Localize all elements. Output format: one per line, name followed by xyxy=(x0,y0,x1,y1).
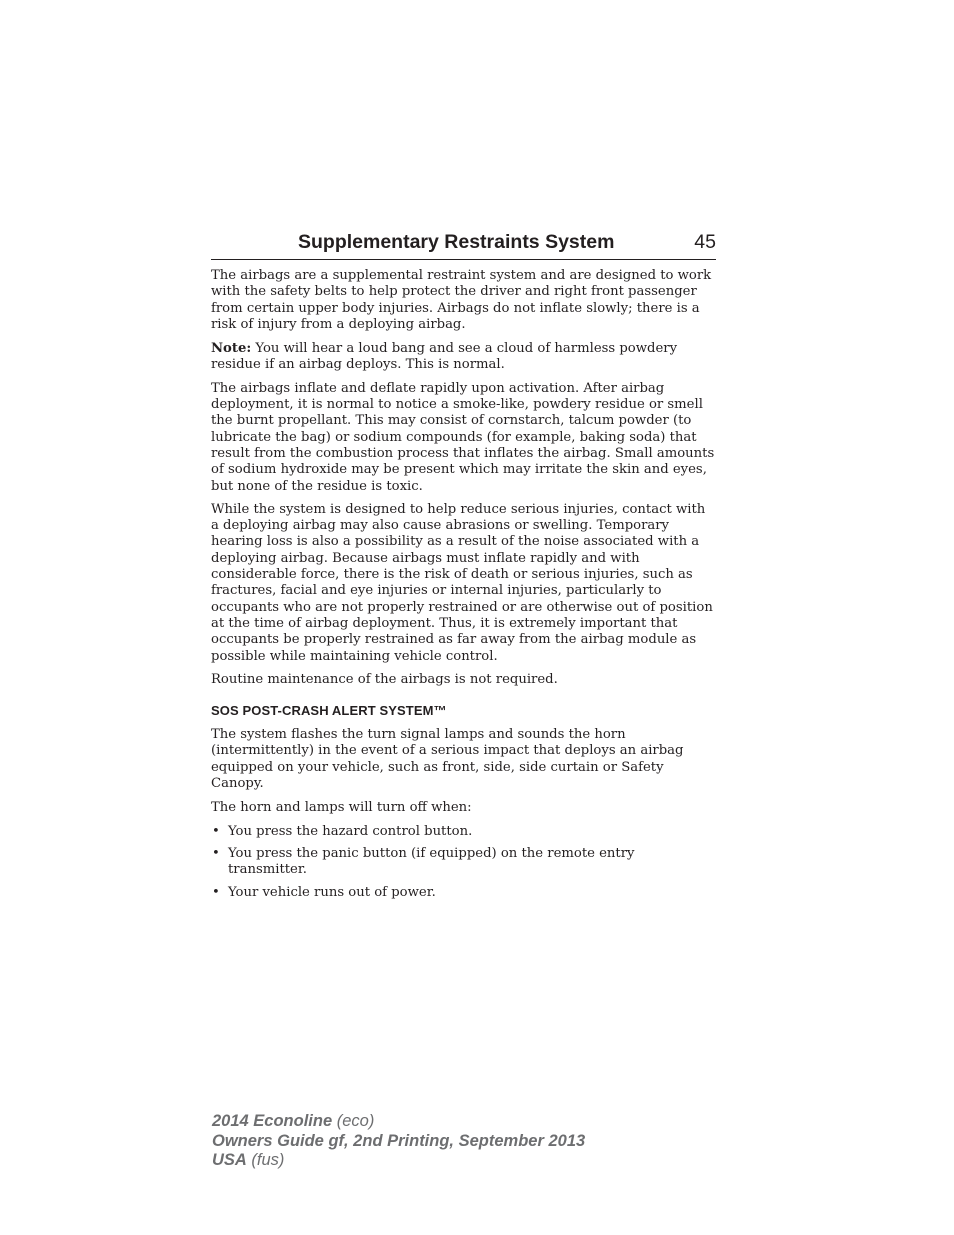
footer-printing-line: Owners Guide gf, 2nd Printing, September 2013 xyxy=(212,1131,586,1150)
page-number: 45 xyxy=(694,231,716,253)
intro-paragraph: The airbags are a supplemental restraint system and are designed to work with the safety belts to help protect the driver and right front passenger from certain upper body injuries. Airbags do not inflate slowly; there is a risk of injury from a deploying airbag. xyxy=(211,268,712,332)
page-footer xyxy=(212,1112,585,1171)
bullet-icon: • xyxy=(212,823,220,839)
note-text: You will hear a loud bang and see a cloud of harmless powdery residue if an airbag deploys. This is normal. xyxy=(211,340,678,372)
turn-off-conditions-list xyxy=(211,824,716,901)
footer-region: USA xyxy=(212,1151,247,1169)
bullet-icon: • xyxy=(212,845,220,861)
turn-off-intro: The horn and lamps will turn off when: xyxy=(211,799,472,815)
list-item: • Your vehicle runs out of power. xyxy=(212,884,436,900)
page-title: Supplementary Restraints System xyxy=(298,231,615,253)
page-content xyxy=(211,268,716,907)
footer-region-code: (fus) xyxy=(246,1151,285,1169)
inflation-paragraph: The airbags inflate and deflate rapidly upon activation. After airbag deployment, it is normal to notice a smoke-like, powdery residue or smell the burnt propellant. This may consist of cornstarch, talcum powder (to lubricate the bag) or sodium compounds (for example, baking soda) that result from the combustion process that inflates the airbag. Small amounts of sodium hydroxide may be present which may irritate the skin and eyes, but none of the residue is toxic. xyxy=(211,380,715,494)
page-header xyxy=(211,229,716,260)
list-item: • You press the hazard control button. xyxy=(212,823,473,839)
sos-description-paragraph: The system flashes the turn signal lamps and sounds the horn (intermittently) in the event of a serious impact that deploys an airbag equipped on your vehicle, such as front, side, side curtain or Safety Canopy. xyxy=(211,727,684,792)
section-heading: SOS POST-CRASH ALERT SYSTEM™ xyxy=(211,703,447,719)
footer-model-line xyxy=(212,1112,585,1132)
injury-warning-paragraph: While the system is designed to help reduce serious injuries, contact with a deploying airbag may also cause abrasions or swelling. Temporary hearing loss is also a possibility as a result of the noise associated with a deploying airbag. Because airbags must inflate rapidly and with considerable force, there is the risk of death or serious injuries, such as fractures, facial and eye injuries or internal injuries, particularly to occupants who are not properly restrained or are otherwise out of position at the time of airbag deployment. Thus, it is extremely important that occupants be properly restrained as far away from the airbag module as possible while maintaining vehicle control. xyxy=(211,501,713,664)
note-label: Note: xyxy=(211,340,252,356)
note-paragraph xyxy=(211,341,716,374)
bullet-icon: • xyxy=(212,884,220,900)
list-item: • You press the panic button (if equipped) on the remote entry transmitter. xyxy=(212,845,635,878)
footer-region-line xyxy=(212,1151,585,1171)
footer-model: 2014 Econoline xyxy=(212,1112,333,1130)
maintenance-paragraph: Routine maintenance of the airbags is not required. xyxy=(211,671,558,687)
footer-model-code: (eco) xyxy=(332,1112,375,1130)
